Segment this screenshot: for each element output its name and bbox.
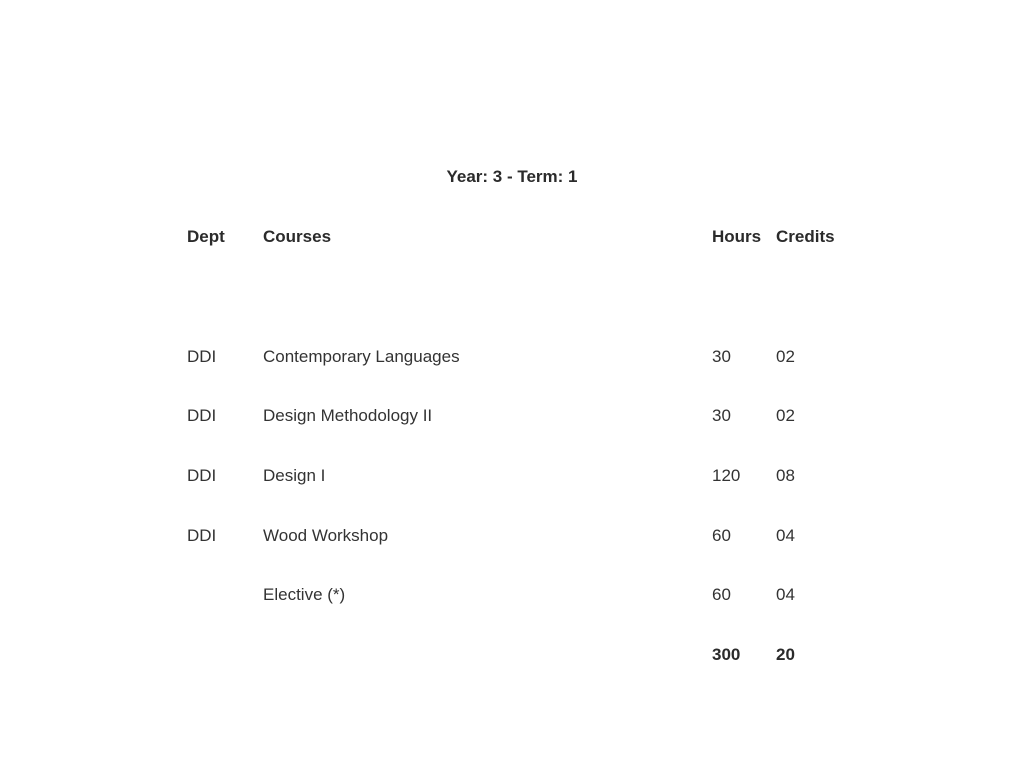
row-course: Design I <box>263 466 326 485</box>
table-header <box>0 226 1024 248</box>
table-row <box>0 525 1024 547</box>
header-credits: Credits <box>776 227 835 246</box>
row-hours: 30 <box>712 347 731 366</box>
row-credits: 02 <box>776 347 795 366</box>
row-hours: 60 <box>712 585 731 604</box>
row-credits: 04 <box>776 585 795 604</box>
table-row <box>0 584 1024 606</box>
row-dept: DDI <box>187 406 217 425</box>
totals-row <box>0 644 1024 666</box>
total-hours: 300 <box>712 645 741 664</box>
row-credits: 04 <box>776 526 795 545</box>
row-dept: DDI <box>187 347 217 366</box>
row-credits: 08 <box>776 466 795 485</box>
row-dept: DDI <box>187 466 217 485</box>
table-row <box>0 465 1024 487</box>
term-title: Year: 3 - Term: 1 <box>446 167 578 186</box>
row-course: Wood Workshop <box>263 526 389 545</box>
row-dept: DDI <box>187 526 217 545</box>
table-row <box>0 346 1024 368</box>
row-hours: 30 <box>712 406 731 425</box>
header-dept: Dept <box>187 227 225 246</box>
row-course: Contemporary Languages <box>263 347 460 366</box>
header-courses: Courses <box>263 227 332 246</box>
row-hours: 120 <box>712 466 741 485</box>
row-course: Design Methodology II <box>263 406 433 425</box>
row-credits: 02 <box>776 406 795 425</box>
header-hours: Hours <box>712 227 762 246</box>
total-credits: 20 <box>776 645 795 664</box>
row-hours: 60 <box>712 526 731 545</box>
row-course: Elective (*) <box>263 585 346 604</box>
table-row <box>0 405 1024 427</box>
